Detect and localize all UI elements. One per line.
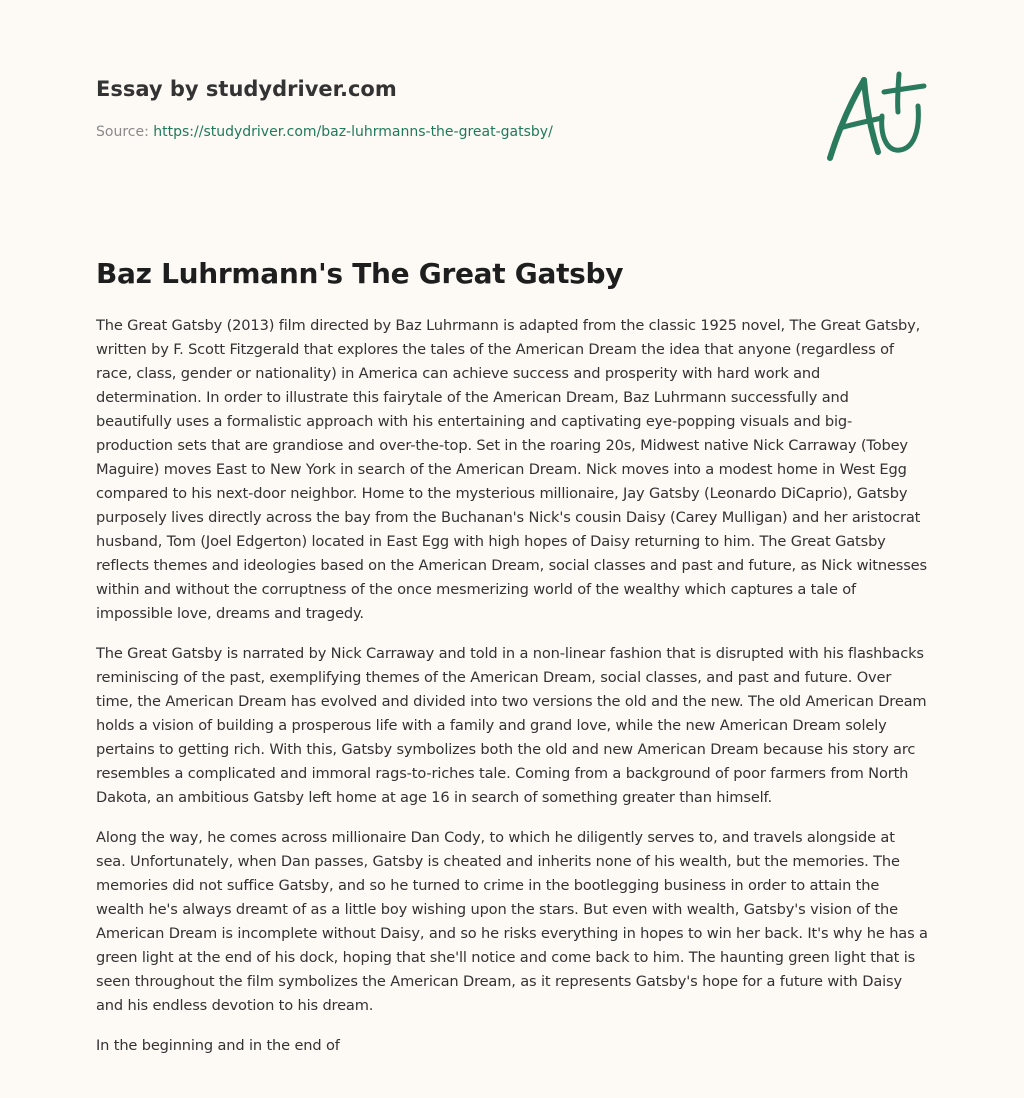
brand-title: Essay by studydriver.com [96,77,397,101]
source-line [96,122,796,142]
page-header [96,74,796,142]
a-plus-logo-icon [820,66,930,166]
source-label: Source: [96,124,149,140]
essay-title: Baz Luhrmann's The Great Gatsby [96,257,624,290]
essay-paragraph: Along the way, he comes across millionaire Dan Cody, to which he diligently serves to, and travels alongside at sea. Unfortunately, when Dan passes, Gatsby is cheated and inherits none of his wealth, but the memories. The memories did not suffice Gatsby, and so he turned to crime in the bootlegging business in order to attain the wealth he's always dreamt of as a little boy wishing upon the stars. But even with wealth, Gatsby's vision of the American Dream is incomplete without Daisy, and so he risks everything in hopes to win her back. It's why he has a green light at the end of his dock, hoping that she'll notice and come back to him. The haunting green light that is seen throughout the film symbolizes the American Dream, as it represents Gatsby's hope for a future with Daisy and his endless devotion to his dream. [96,829,928,1014]
source-link[interactable]: https://studydriver.com/baz-luhrmanns-the-great-gatsby/ [153,124,553,140]
essay-paragraph: The Great Gatsby is narrated by Nick Carraway and told in a non-linear fashion that is disrupted with his flashbacks reminiscing of the past, exemplifying themes of the American Dream, social classes, and past and future. Over time, the American Dream has evolved and divided into two versions the old and the new. The old American Dream holds a vision of building a prosperous life with a family and grand love, while the new American Dream solely pertains to getting rich. With this, Gatsby symbolizes both the old and new American Dream because his story arc resembles a complicated and immoral rags-to-riches tale. Coming from a background of poor farmers from North Dakota, an ambitious Gatsby left home at age 16 in search of something greater than himself. [96,645,927,806]
essay-paragraph: The Great Gatsby (2013) film directed by Baz Luhrmann is adapted from the classic 1925 novel, The Great Gatsby, written by F. Scott Fitzgerald that explores the tales of the American Dream the idea that anyone (regardless of race, class, gender or nationality) in America can achieve success and prosperity with hard work and determination. In order to illustrate this fairytale of the American Dream, Baz Luhrmann successfully and beautifully uses a formalistic approach with his entertaining and captivating eye-popping visuals and big-production sets that are grandiose and over-the-top. Set in the roaring 20s, Midwest native Nick Carraway (Tobey Maguire) moves East to New York in search of the American Dream. Nick moves into a modest home in West Egg compared to his next-door neighbor. Home to the mysterious millionaire, Jay Gatsby (Leonardo DiCaprio), Gatsby purposely lives directly across the bay from the Buchanan's Nick's cousin Daisy (Carey Mulligan) and her aristocrat husband, Tom (Joel Edgerton) located in East Egg with high hopes of Daisy returning to him. The Great Gatsby reflects themes and ideologies based on the American Dream, social classes and past and future, as Nick witnesses within and without the corruptness of the once mesmerizing world of the wealthy which captures a tale of impossible love, dreams and tragedy. [96,317,927,622]
essay-body [96,314,928,1074]
essay-paragraph: In the beginning and in the end of [96,1037,340,1054]
